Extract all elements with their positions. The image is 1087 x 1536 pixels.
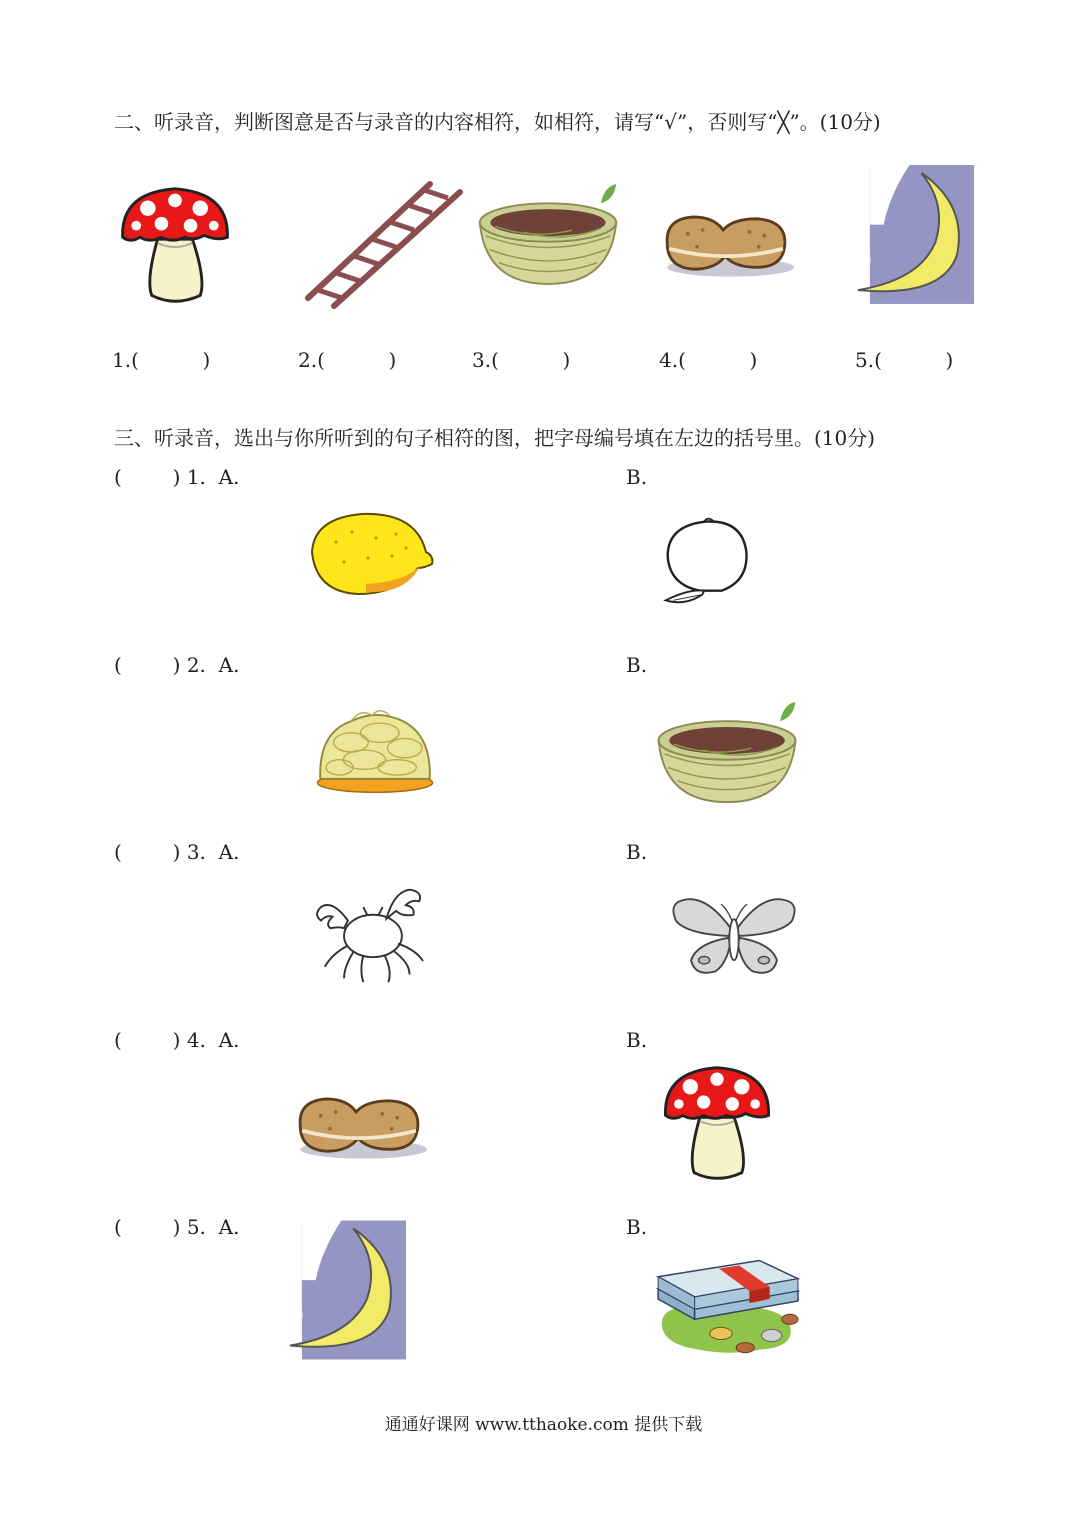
mushroom-icon: [116, 183, 234, 309]
question-prompt-3[interactable]: ( ) 3. A.: [114, 840, 240, 864]
peanut-icon: [656, 202, 796, 286]
answer-blank-5[interactable]: 5.( ): [855, 348, 954, 372]
footer-credit: 通通好课网 www.tthaoke.com 提供下载: [384, 1415, 703, 1435]
ladder-icon: [302, 180, 466, 310]
answer-blank-1[interactable]: 1.( ): [112, 348, 211, 372]
moon-icon: [850, 165, 974, 304]
lemon-icon: [306, 508, 436, 598]
option-b-label-2: B.: [626, 653, 648, 677]
nest-icon: [654, 700, 800, 806]
section2-heading: 二、听录音，判断图意是否与录音的内容相符，如相符，请写“√”，否则写“╳”。(10分): [114, 110, 881, 134]
answer-blank-3[interactable]: 3.( ): [472, 348, 571, 372]
moon-icon: [282, 1220, 406, 1360]
answer-blank-4[interactable]: 4.( ): [659, 348, 758, 372]
question-prompt-4[interactable]: ( ) 4. A.: [114, 1028, 240, 1052]
option-b-label-4: B.: [626, 1028, 648, 1052]
section3-heading: 三、听录音，选出与你所听到的句子相符的图，把字母编号填在左边的括号里。(10分): [114, 426, 876, 450]
mushroom-icon: [658, 1062, 776, 1186]
peach-icon: [660, 512, 756, 608]
option-b-label-5: B.: [626, 1215, 648, 1239]
question-prompt-5[interactable]: ( ) 5. A.: [114, 1215, 240, 1239]
nest-icon: [476, 180, 620, 290]
answer-blank-2[interactable]: 2.( ): [298, 348, 397, 372]
question-prompt-1[interactable]: ( ) 1. A.: [114, 465, 240, 489]
question-prompt-2[interactable]: ( ) 2. A.: [114, 653, 240, 677]
crab-icon: [306, 882, 438, 988]
butterfly-icon: [664, 893, 804, 977]
noodles-icon: [310, 704, 440, 800]
option-b-label-3: B.: [626, 840, 648, 864]
money-icon: [648, 1238, 800, 1360]
option-b-label-1: B.: [626, 465, 648, 489]
peanut-icon: [288, 1084, 430, 1168]
